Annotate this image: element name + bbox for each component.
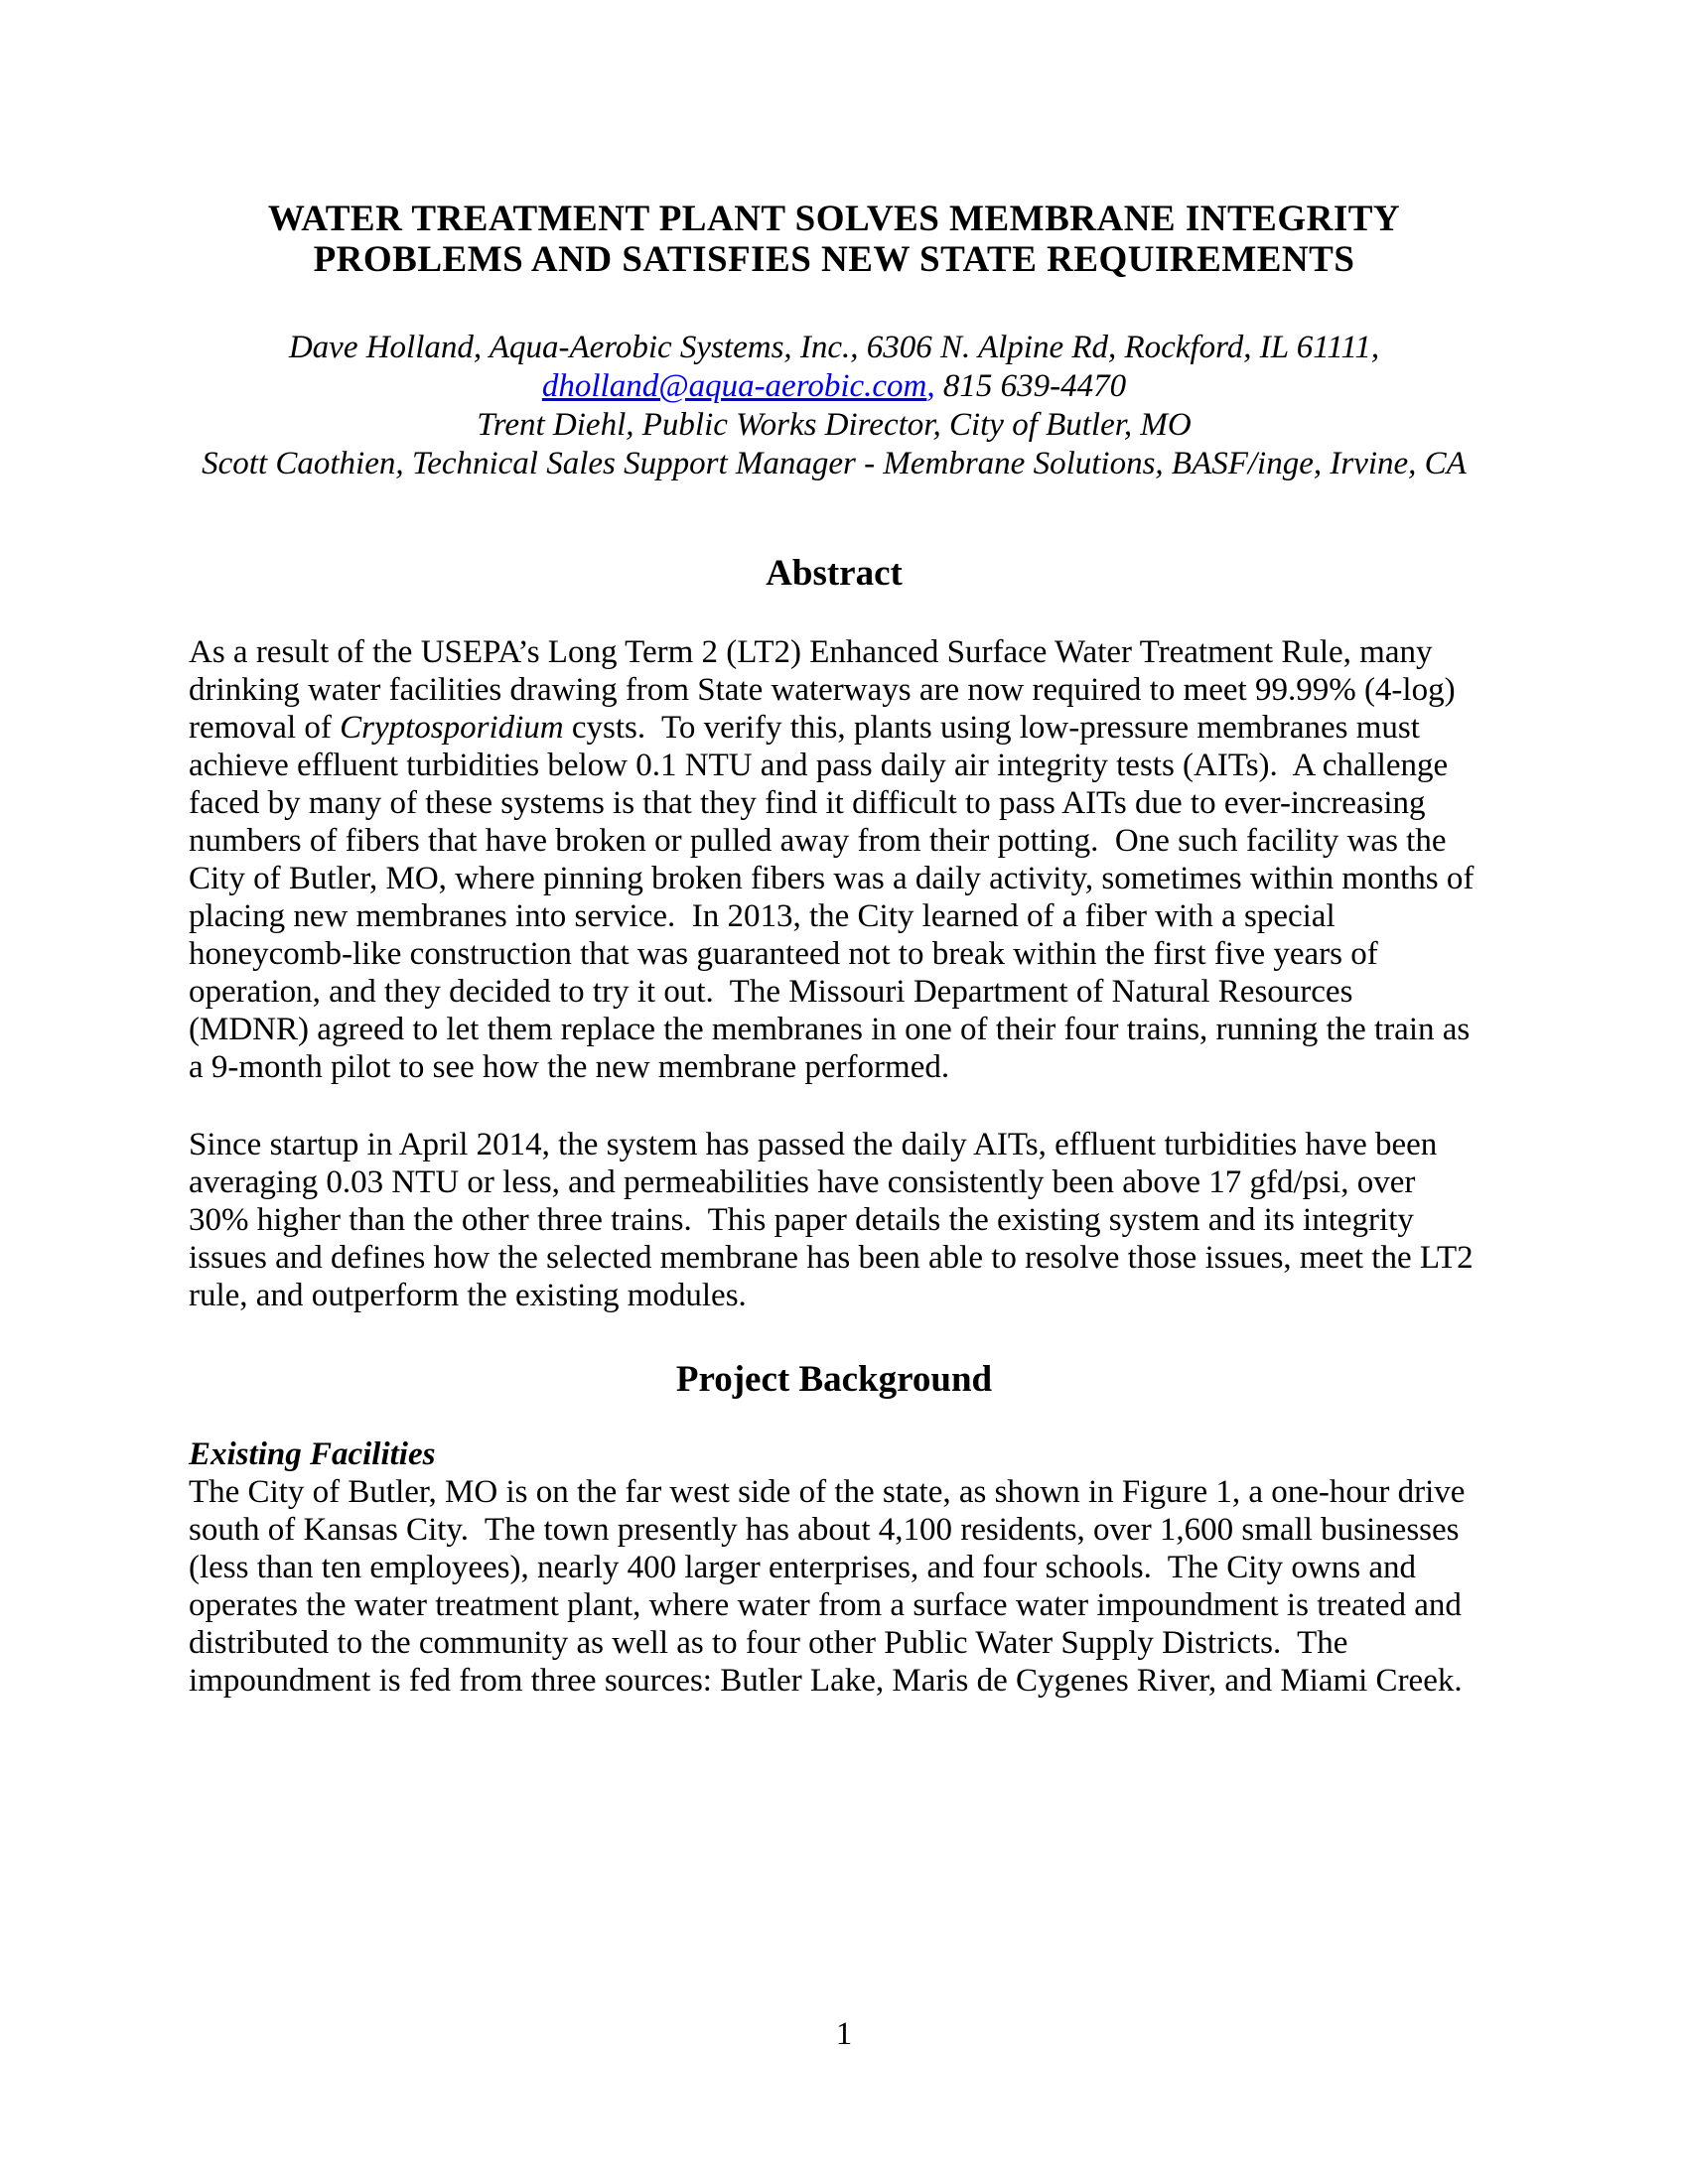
email-link[interactable]: dholland@aqua-aerobic.com [541, 368, 927, 404]
project-background-heading: Project Background [675, 1359, 993, 1400]
background-paragraph-1: The City of Butler, MO is on the far west side of the state, as shown in Figure 1, a one-hour drive south of Kansas City. The town presently has about 4,100 residents, over 1,600 small businesses (less than ten employees), nearly 400 larger enterprises, and four schools. The City owns and operates the water treatment plant, where water from a surface water impoundment is treated and distributed to the community as well as to four other Public Water Supply Districts. The impoundment is fed from three sources: Butler Lake, Maris de Cygenes River, and Miami Creek. [189, 1474, 1474, 1699]
author-phone: 815 639-4470 [934, 368, 1127, 404]
abstract-paragraph-1 [189, 633, 1482, 1086]
page-number: 1 [835, 2016, 853, 2052]
abstract-heading: Abstract [766, 553, 903, 594]
existing-facilities-subheading: Existing Facilities [189, 1436, 436, 1472]
abstract-p1-text-before: As a result of the USEPA’s Long Term 2 (LT2) Enhanced Surface Water Treatment Rule, many drinking water facilities drawing from State waterways are now required to meet 99.99% (4-log) removal of [189, 634, 1464, 746]
author-line-3: Trent Diehl, Public Works Director, City of Butler, MO [477, 407, 1192, 443]
author-line-1: Dave Holland, Aqua-Aerobic Systems, Inc., 6306 N. Alpine Rd, Rockford, IL 61111, [288, 330, 1380, 365]
author-block [189, 329, 1479, 483]
abstract-p1-text-after: cysts. To verify this, plants using low-pressure membranes must achieve effluent turbidities below 0.1 NTU and pass daily air integrity tests (AITs). A challenge faced by many of these systems is that they find it difficult to pass AITs due to ever-increasing numbers of fibers that have broken or pulled away from their potting. One such facility was the City of Butler, MO, where pinning broken fibers was a daily activity, sometimes within months of placing new membranes into service. In 2013, the City learned of a fiber with a special honeycomb-like construction that was guaranteed not to break within the first five years of operation, and they decided to try it out. The Missouri Department of Natural Resources (MDNR) agreed to let them replace the membranes in one of their four trains, running the train as a 9-month pilot to see how the new membrane performed. [189, 710, 1482, 1085]
abstract-paragraph-2: Since startup in April 2014, the system has passed the daily AITs, effluent turbidities have been averaging 0.03 NTU or less, and permeabilities have consistently been above 17 gfd/psi, over 30% higher than the other three trains. This paper details the existing system and its integrity issues and defines how the selected membrane has been able to resolve those issues, meet the LT2 rule, and outperform the existing modules. [189, 1127, 1481, 1313]
author-line-2 [189, 367, 1479, 406]
author-line-4: Scott Caothien, Technical Sales Support Manager - Membrane Solutions, BASF/inge, Irvine, CA [202, 446, 1467, 481]
email-link-comma: , [926, 368, 935, 404]
content-column [189, 0, 1482, 1700]
paper-title-line-1: WATER TREATMENT PLANT SOLVES MEMBRANE INTEGRITY [267, 199, 1401, 239]
paper-title-line-2: PROBLEMS AND SATISFIES NEW STATE REQUIREMENTS [313, 239, 1355, 280]
paper-title [189, 199, 1479, 280]
italic-species-term: Cryptosporidium [340, 710, 564, 746]
